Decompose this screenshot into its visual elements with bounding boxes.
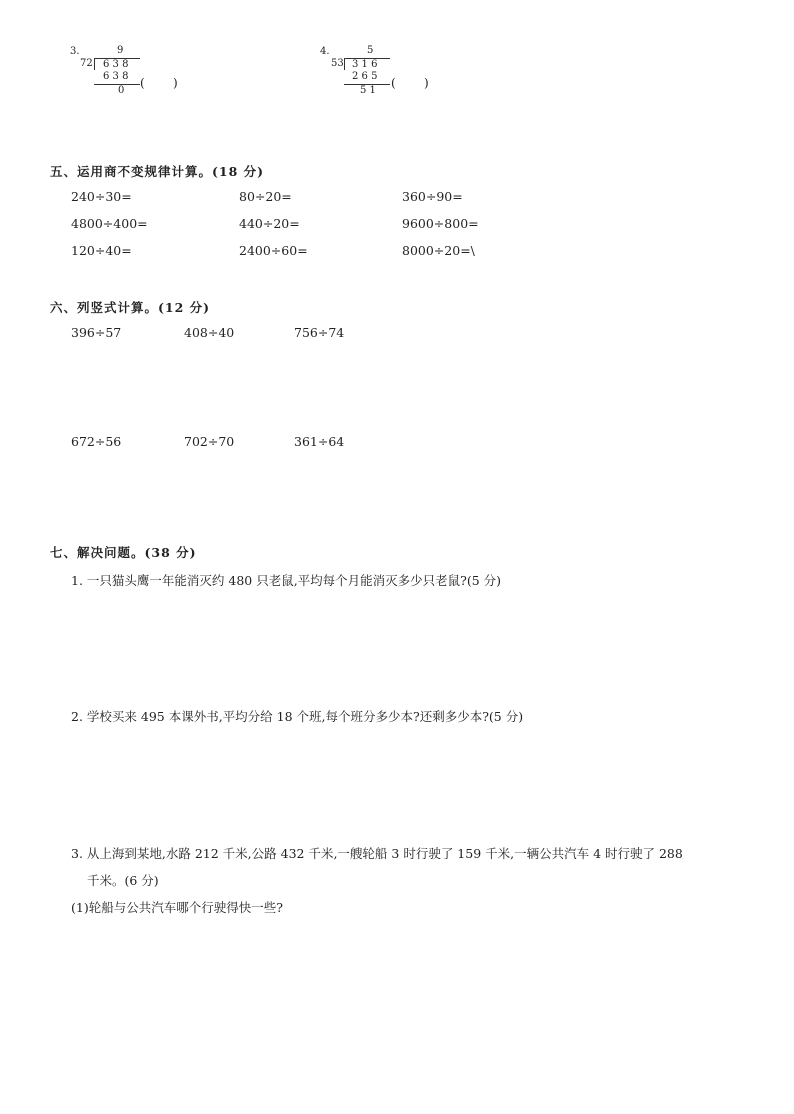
divisor: 72 [80, 58, 93, 69]
answer-paren-open: ( [140, 76, 145, 90]
exercise-5-9: 8000÷20=\ [402, 243, 475, 258]
vertical-calc-6: 361÷64 [294, 434, 345, 449]
division-bracket [94, 58, 95, 70]
remainder: 5 1 [360, 85, 376, 96]
remainder: 0 [118, 85, 125, 96]
exercise-5-3: 360÷90= [402, 189, 463, 204]
problem-3-line-1: 3. 从上海到某地,水路 212 千米,公路 432 千米,一艘轮船 3 时行驶了 159 千米,一辆公共汽车 4 时行驶了 288 [71, 846, 683, 861]
quotient: 9 [117, 45, 124, 56]
section-7-title: 七、解决问题。(38 分) [50, 545, 197, 560]
answer-paren-open: ( [391, 76, 396, 90]
subtraction-line [94, 84, 140, 85]
product: 6 3 8 [103, 71, 129, 82]
vertical-calc-5: 702÷70 [184, 434, 235, 449]
divisor: 53 [331, 58, 344, 69]
exercise-5-5: 440÷20= [239, 216, 300, 231]
dividend: 6 3 8 [103, 59, 129, 70]
vertical-calc-2: 408÷40 [184, 325, 235, 340]
problem-1: 1. 一只猫头鹰一年能消灭约 480 只老鼠,平均每个月能消灭多少只老鼠?(5 分) [71, 573, 502, 588]
exercise-5-7: 120÷40= [71, 243, 132, 258]
vertical-calc-3: 756÷74 [294, 325, 345, 340]
answer-paren-close: ) [173, 76, 178, 90]
vertical-calc-1: 396÷57 [71, 325, 122, 340]
exercise-5-6: 9600÷800= [402, 216, 479, 231]
problem-3-subquestion-1: (1)轮船与公共汽车哪个行驶得快一些? [71, 900, 283, 915]
quotient: 5 [367, 45, 374, 56]
problem-number: 3. [70, 46, 80, 57]
answer-paren-close: ) [424, 76, 429, 90]
problem-3-line-2: 千米。(6 分) [87, 873, 159, 888]
dividend: 3 1 6 [352, 59, 378, 70]
exercise-5-4: 4800÷400= [71, 216, 148, 231]
section-6-title: 六、列竖式计算。(12 分) [50, 300, 211, 315]
product: 2 6 5 [352, 71, 378, 82]
problem-number: 4. [320, 46, 330, 57]
problem-2: 2. 学校买来 495 本课外书,平均分给 18 个班,每个班分多少本?还剩多少本?(5 分) [71, 709, 524, 724]
exercise-5-8: 2400÷60= [239, 243, 308, 258]
vertical-calc-4: 672÷56 [71, 434, 122, 449]
exercise-5-1: 240÷30= [71, 189, 132, 204]
section-5-title: 五、运用商不变规律计算。(18 分) [50, 164, 265, 179]
division-bracket [344, 58, 345, 70]
exercise-5-2: 80÷20= [239, 189, 292, 204]
